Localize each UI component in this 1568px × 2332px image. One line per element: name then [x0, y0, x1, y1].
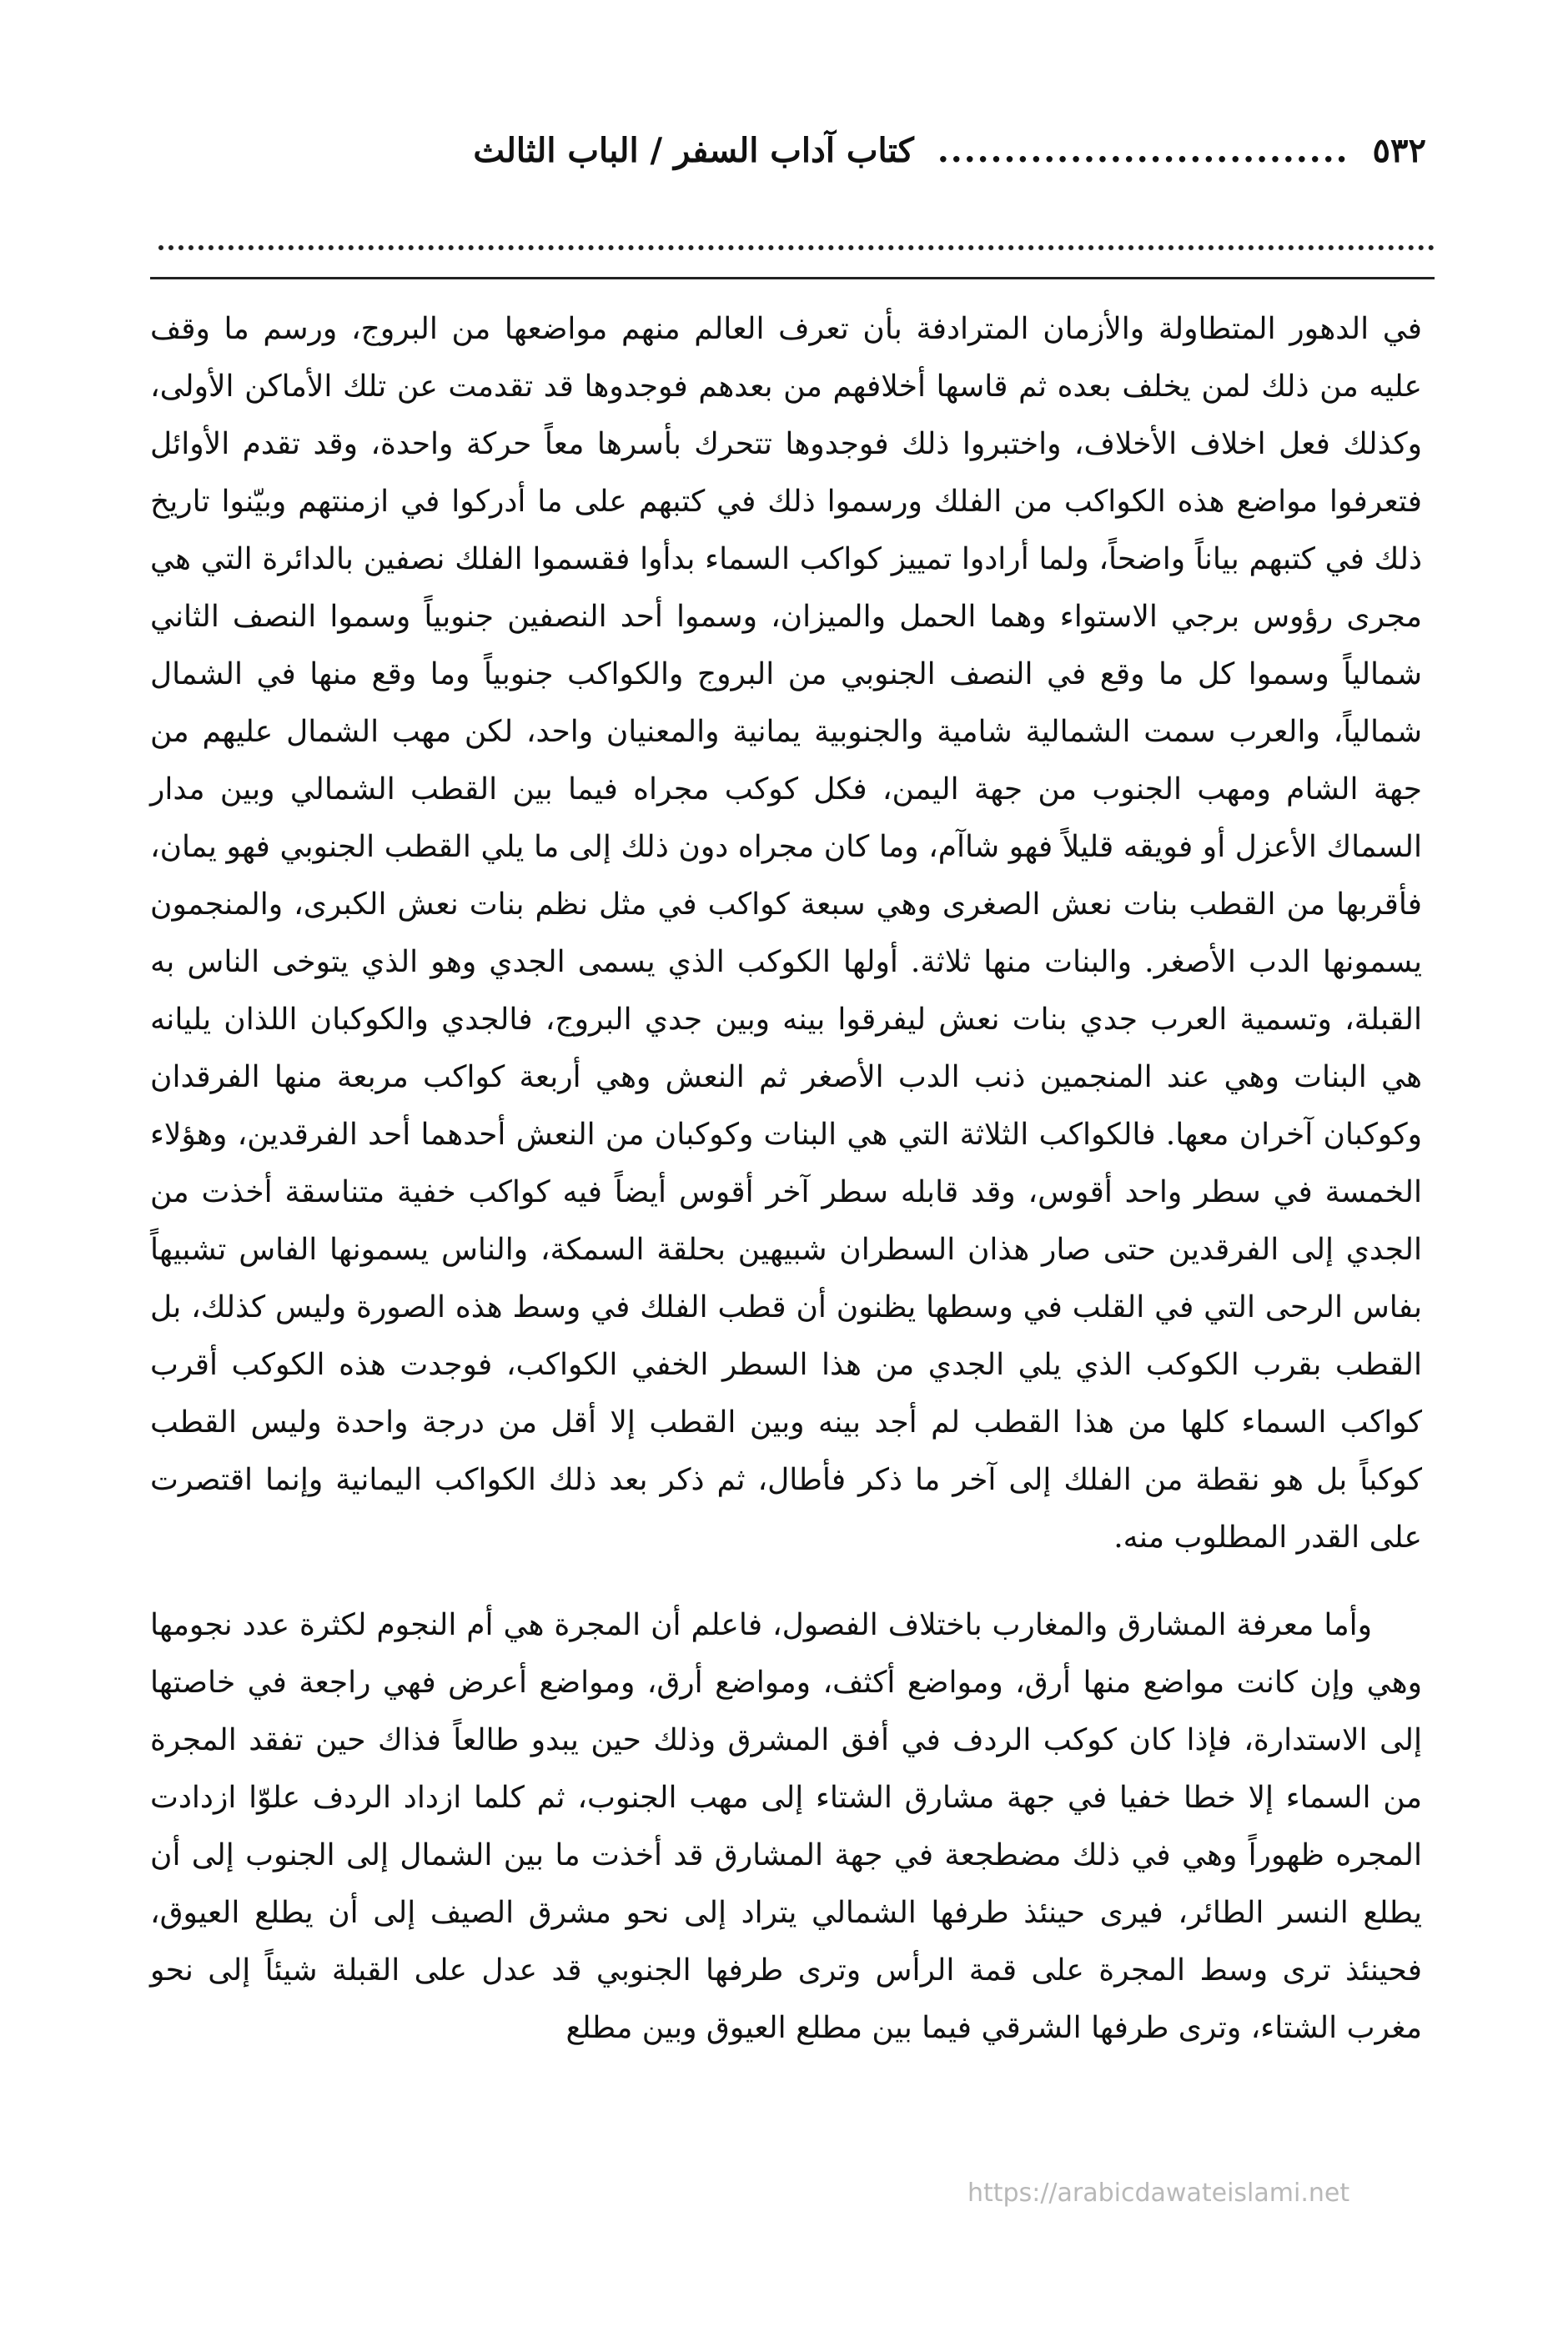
body-text [150, 300, 1422, 2057]
dotted-separator [158, 225, 1435, 250]
header-rule [150, 277, 1435, 279]
source-watermark: https://arabicdawateislami.net [967, 2179, 1350, 2208]
paragraph-2: وأما معرفة المشارق والمغارب باختلاف الفصول، فاعلم أن المجرة هي أم النجوم لكثرة عدد نجومها وهي وإن كانت مواضع منها أرق، ومواضع أكثف، ومواضع أرق، ومواضع أعرض فهي راجعة في خاصتها إلى الاستدارة، فإذا كان كوكب الردف في أفق المشرق وذلك حين يبدو طالعاً فذاك حين تفقد المجرة من السماء إلا خطا خفيا في جهة مشارق الشتاء إلى مهب الجنوب، ثم كلما ازداد الردف علوّا ازدادت المجره ظهوراً وهي في ذلك مضطجعة في جهة المشارق قد أخذت ما بين الشمال إلى الجنوب إلى أن يطلع النسر الطائر، فيرى حينئذ طرفها الشمالي يتراد إلى نحو مشرق الصيف إلى أن يطلع العيوق، فحينئذ ترى وسط المجرة على قمة الرأس وترى طرفها الجنوبي قد عدل على القبلة شيئاً إلى نحو مغرب الشتاء، وترى طرفها الشرقي فيما بين مطلع العيوق وبين مطلع [150, 1608, 1422, 2045]
page-number: ٥٣٢ [1372, 130, 1426, 170]
page-header [142, 117, 1426, 183]
paragraph-1: في الدهور المتطاولة والأزمان المترادفة بأن تعرف العالم منهم مواضعها من البروج، ورسم ما وقف عليه من ذلك لمن يخلف بعده ثم قاسها أخلافهم من بعدهم فوجدوها قد تقدمت عن تلك الأماكن الأولى، وكذلك فعل اخلاف الأخلاف، واختبروا ذلك فوجدوها تتحرك بأسرها معاً حركة واحدة، وقد تقدم الأوائل فتعرفوا مواضع هذه الكواكب من الفلك ورسموا ذلك في كتبهم على ما أدركوا في ازمنتهم وبيّنوا تاريخ ذلك في كتبهم بياناً واضحاً، ولما أرادوا تمييز كواكب السماء بدأوا فقسموا الفلك نصفين بالدائرة التي هي مجرى رؤوس برجي الاستواء وهما الحمل والميزان، وسموا أحد النصفين جنوبياً وسموا النصف الثاني شمالياً وسموا كل ما وقع في النصف الجنوبي من البروج والكواكب جنوبياً وما وقع منها في الشمال شمالياً، والعرب سمت الشمالية شامية والجنوبية يمانية والمعنيان واحد، لكن مهب الشمال عليهم من جهة الشام ومهب الجنوب من جهة اليمن، فكل كوكب مجراه فيما بين القطب الشمالي وبين مدار السماك الأعزل أو فويقه قليلاً فهو شاآم، وما كان مجراه دون ذلك إلى ما يلي القطب الجنوبي فهو يمان، فأقربها من القطب بنات نعش الصغرى وهي سبعة كواكب في مثل نظم بنات نعش الكبرى، والمنجمون يسمونها الدب الأصغر. والبنات منها ثلاثة. أولها الكوكب الذي يسمى الجدي وهو الذي يتوخى الناس به القبلة، وتسمية العرب جدي بنات نعش ليفرقوا بينه وبين جدي البروج، فالجدي والكوكبان اللذان يليانه هي البنات وهي عند المنجمين ذنب الدب الأصغر ثم النعش وهي أربعة كواكب مربعة منها الفرقدان وكوكبان آخران معها. فالكواكب الثلاثة التي هي البنات وكوكبان من النعش أحدهما أحد الفرقدين، وهؤلاء الخمسة في سطر واحد أقوس، وقد قابله سطر آخر أقوس أيضاً فيه كواكب خفية متناسقة أخذت من الجدي إلى الفرقدين حتى صار هذان السطران شبيهين بحلقة السمكة، والناس يسمونها الفاس تشبيهاً بفاس الرحى التي في القلب في وسطها يظنون أن قطب الفلك في وسط هذه الصورة وليس كذلك، بل القطب بقرب الكوكب الذي يلي الجدي من هذا السطر الخفي الكواكب، فوجدت هذه الكوكب أقرب كواكب السماء كلها من هذا القطب لم أجد بينه وبين القطب إلا أقل من درجة واحدة وليس القطب كوكباً بل هو نقطة من الفلك إلى آخر ما ذكر فأطال، ثم ذكر بعد ذلك الكواكب اليمانية وإنما اقتصرت على القدر المطلوب منه. [150, 312, 1423, 1555]
header-dots: ............................... [937, 130, 1349, 170]
running-title: كتاب آداب السفر / الباب الثالث [473, 130, 914, 170]
